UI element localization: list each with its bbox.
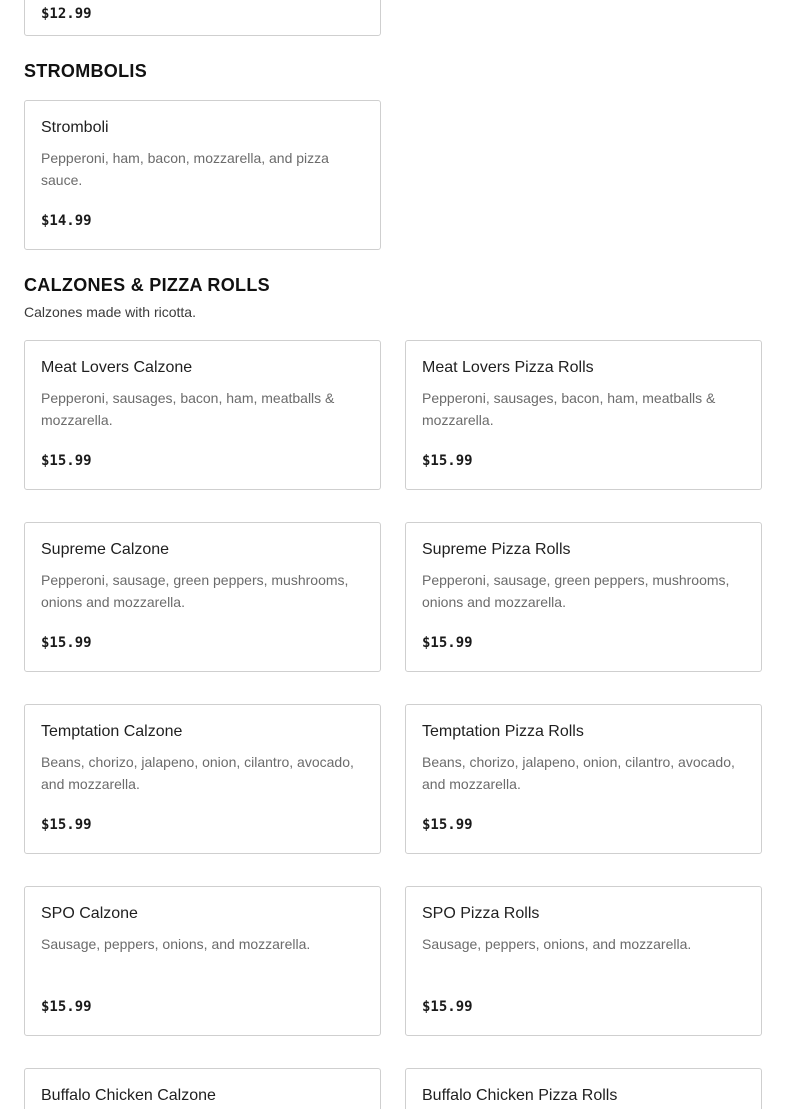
menu-item-name: SPO Pizza Rolls xyxy=(422,905,540,922)
menu-item-description: Pepperoni, sausages, bacon, ham, meatballs & mozzarella. xyxy=(422,390,716,428)
section-subtitle: Calzones made with ricotta. xyxy=(24,304,196,320)
menu-item-price: $15.99 xyxy=(41,453,92,469)
menu-item-name: Stromboli xyxy=(41,119,109,136)
menu-item-price: $15.99 xyxy=(41,635,92,651)
menu-item-name: Supreme Pizza Rolls xyxy=(422,541,571,558)
menu-item-name: Buffalo Chicken Pizza Rolls xyxy=(422,1087,618,1104)
menu-item-description: Pepperoni, sausages, bacon, ham, meatballs & mozzarella. xyxy=(41,390,335,428)
menu-item-description: Beans, chorizo, jalapeno, onion, cilantro, avocado, and mozzarella. xyxy=(422,754,735,792)
menu-item-name: Meat Lovers Pizza Rolls xyxy=(422,359,594,376)
section-title-strombolis: STROMBOLIS xyxy=(24,61,147,81)
menu-item-price: $15.99 xyxy=(422,453,473,469)
menu-item-price: $15.99 xyxy=(422,817,473,833)
menu-item-name: SPO Calzone xyxy=(41,905,138,922)
menu-item-card-spo-calzone[interactable] xyxy=(24,886,381,1036)
menu-item-card-spo-pizza-rolls[interactable] xyxy=(405,886,762,1036)
menu-item-name: Temptation Calzone xyxy=(41,723,183,740)
menu-item-name: Supreme Calzone xyxy=(41,541,170,558)
menu-item-card-meat-lovers-calzone[interactable] xyxy=(24,340,381,490)
menu-item-name: Temptation Pizza Rolls xyxy=(422,723,584,740)
menu-item-card-temptation-calzone[interactable] xyxy=(24,704,381,854)
menu-item-name: Meat Lovers Calzone xyxy=(41,359,193,376)
menu-item-price: $15.99 xyxy=(41,999,92,1015)
menu-item-description: Beans, chorizo, jalapeno, onion, cilantro, avocado, and mozzarella. xyxy=(41,754,354,792)
menu-item-card-buffalo-chicken-pizza-rolls[interactable] xyxy=(405,1068,762,1109)
menu-item-name: Buffalo Chicken Calzone xyxy=(41,1087,216,1104)
menu-item-card-supreme-pizza-rolls[interactable] xyxy=(405,522,762,672)
menu-item-description: Pepperoni, sausage, green peppers, mushrooms, onions and mozzarella. xyxy=(422,572,730,610)
menu-item-card-meat-lovers-pizza-rolls[interactable] xyxy=(405,340,762,490)
menu-item-price: $14.99 xyxy=(41,213,92,229)
menu-item-description: Pepperoni, ham, bacon, mozzarella, and pizza sauce. xyxy=(41,150,329,188)
menu-item-card-supreme-calzone[interactable] xyxy=(24,522,381,672)
menu-item-card-buffalo-chicken-calzone[interactable] xyxy=(24,1068,381,1109)
menu-item-price: $15.99 xyxy=(422,635,473,651)
menu-item-price: $12.99 xyxy=(41,6,92,22)
menu-item-card[interactable] xyxy=(24,0,381,36)
menu-item-card-temptation-pizza-rolls[interactable] xyxy=(405,704,762,854)
section-title-calzones: CALZONES & PIZZA ROLLS xyxy=(24,275,270,295)
menu-item-price: $15.99 xyxy=(41,817,92,833)
menu-item-description: Sausage, peppers, onions, and mozzarella. xyxy=(422,936,692,952)
menu-item-description: Sausage, peppers, onions, and mozzarella. xyxy=(41,936,311,952)
menu-item-description: Pepperoni, sausage, green peppers, mushrooms, onions and mozzarella. xyxy=(41,572,349,610)
menu-item-price: $15.99 xyxy=(422,999,473,1015)
menu-item-card-stromboli[interactable] xyxy=(24,100,381,250)
